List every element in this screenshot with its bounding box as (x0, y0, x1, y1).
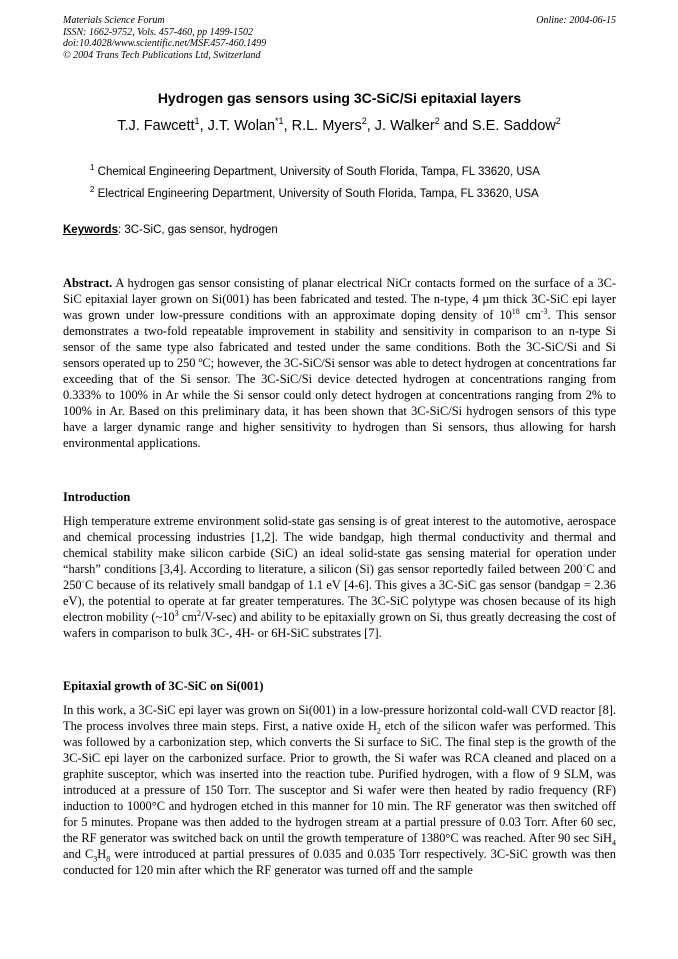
author-name: and S.E. Saddow (439, 118, 556, 134)
journal-header (63, 15, 616, 61)
epitaxial-paragraph (63, 702, 616, 879)
intro-sup: 2 (197, 609, 202, 619)
abstract-text: . This sensor demonstrates a two-fold repeatable improvement in stability and sensitivity in comparison to an n-type Si sensor of the same type also fabricated and tested under the same conditions. Both the 3C-SiC/Si and Si sensors operated up to 250 ºC; however, the 3C-SiC/Si sensor was able to detect hydrogen at concentrations far exceeding that of the Si sensor. The 3C-SiC/Si device detected hydrogen at concentrations ranging from 0.333% to 100% in Ar while the Si sensor could only detect hydrogen at concentrations ranging from 2% to 100% in Ar. Based on this preliminary data, it has been shown that 3C-SiC/Si hydrogen sensors of this type have a larger dynamic range and higher sensitivity to hydrogen than Si sensors, thus allowing for harsh environmental applications. (63, 308, 616, 451)
author-name: , J. Walker (366, 118, 435, 134)
epi-text: and C (63, 847, 94, 862)
epi-sub: 8 (106, 854, 111, 864)
affiliation-1 (90, 163, 620, 178)
degree-sup: ◦ (81, 577, 86, 587)
affiliation-text: Chemical Engineering Department, University of South Florida, Tampa, FL 33620, USA (94, 166, 540, 178)
epi-sub: 2 (376, 726, 381, 736)
issn-line: ISSN: 1662-9752, Vols. 457-460, pp 1499-1502 (63, 26, 253, 38)
intro-text: C because of its relatively small bandgap of 1.1 eV [4-6]. This gives a 3C-SiC gas sensor (bandgap = 2.36 eV), the potential to operate at far greater temperatures. The 3C-SiC polytype was chosen because of its high electron mobility (~10 (63, 578, 616, 625)
intro-sup: 3 (174, 609, 179, 619)
author-name: , J.T. Wolan (199, 118, 276, 134)
introduction-paragraph (63, 513, 616, 641)
epi-text: etch of the silicon wafer was performed. This was followed by a carbonization step, which converts the Si surface to SiC. The final step is the growth of the 3C-SiC epi layer on the carbonized surface. Prior to growth, the Si wafer was RCA cleaned and placed on a graphite susceptor, which was inserted into the reaction tube. Purified hydrogen, with a flow of 9 SLM, was introduced at a pressure of 150 Torr. The susceptor and Si wafer were then heated by radio frequency (RF) induction to 1000°C and hydrogen etched in this manner for 10 min. The RF generator was then switched off for 5 minutes. Propane was then added to the hydrogen stream at a partial pressure of 0.03 Torr. After 60 sec, the RF generator was switched back on until the growth temperature of 1380°C was reached. After 90 sec SiH (63, 719, 616, 846)
copyright-line: © 2004 Trans Tech Publications Ltd, Switzerland (63, 49, 261, 61)
epi-text: H (97, 847, 107, 862)
introduction-heading: Introduction (63, 490, 131, 504)
keywords-text: : 3C-SiC, gas sensor, hydrogen (117, 224, 278, 236)
author-affil-sup: 2 (361, 116, 367, 127)
intro-text: /V-sec) and ability to be epitaxially grown on Si, thus greatly decreasing the cost of wafers in comparison to bulk 3C-, 4H- or 6H-SiC substrates [7]. (63, 610, 616, 641)
doi-line: doi:10.4028/www.scientific.net/MSF.457-460.1499 (63, 38, 267, 49)
paper-title: Hydrogen gas sensors using 3C-SiC/Si epitaxial layers (157, 90, 522, 106)
epi-text: were introduced at partial pressures of 0.035 and 0.035 Torr respectively. 3C-SiC growth was then conducted for 120 min after which the RF generator was turned off and the sample (63, 847, 616, 878)
abstract-paragraph (63, 275, 616, 452)
author-affil-sup: *1 (275, 116, 284, 127)
epi-text: In this work, a 3C-SiC epi layer was grown on Si(001) in a low-pressure horizontal cold-wall CVD reactor [8]. The process involves three main steps. First, a native oxide H (63, 703, 616, 734)
abstract-sup: 18 (511, 306, 520, 316)
degree-sup: ◦ (582, 561, 587, 571)
affiliation-2 (90, 185, 620, 200)
author-name: , R.L. Myers (283, 118, 362, 134)
journal-name: Materials Science Forum (63, 15, 165, 26)
affiliation-text: Electrical Engineering Department, University of South Florida, Tampa, FL 33620, USA (94, 188, 539, 200)
author-affil-sup: 2 (555, 116, 561, 127)
affiliation-sup: 2 (90, 185, 95, 195)
abstract-text: cm (519, 308, 541, 323)
author-list (40, 118, 638, 134)
author-affil-sup: 2 (434, 116, 440, 127)
keywords-line (63, 224, 616, 236)
online-date: Online: 2004-06-15 (536, 15, 616, 26)
author-name: T.J. Fawcett (117, 118, 195, 134)
intro-text: cm (178, 610, 198, 625)
abstract-label: Abstract. (63, 276, 113, 290)
abstract-text: A hydrogen gas sensor consisting of planar electrical NiCr contacts formed on the surface of a 3C-SiC epitaxial layer grown on Si(001) has been fabricated and tested. The n-type, 4 µm thick 3C-SiC epi layer was grown under low-pressure conditions with an approximate doping density of 10 (63, 276, 616, 323)
author-affil-sup: 1 (194, 116, 200, 127)
abstract-sup: -3 (540, 306, 548, 316)
intro-text: High temperature extreme environment solid-state gas sensing is of great interest to the automotive, aerospace and chemical processing industries [1,2]. The wide bandgap, high thermal conductivity and thermal and chemical stability make silicon carbide (SiC) an ideal solid-state gas sensing material for operation under “harsh” conditions [3,4]. According to literature, a silicon (Si) gas sensor reportedly failed between 200 (63, 514, 616, 577)
epitaxial-heading: Epitaxial growth of 3C-SiC on Si(001) (63, 679, 264, 693)
keywords-label: Keywords (63, 224, 118, 236)
epi-sub: 3 (93, 854, 98, 864)
affiliation-sup: 1 (90, 163, 95, 173)
epi-sub: 4 (612, 838, 616, 848)
intro-text: C and 250 (63, 562, 616, 593)
